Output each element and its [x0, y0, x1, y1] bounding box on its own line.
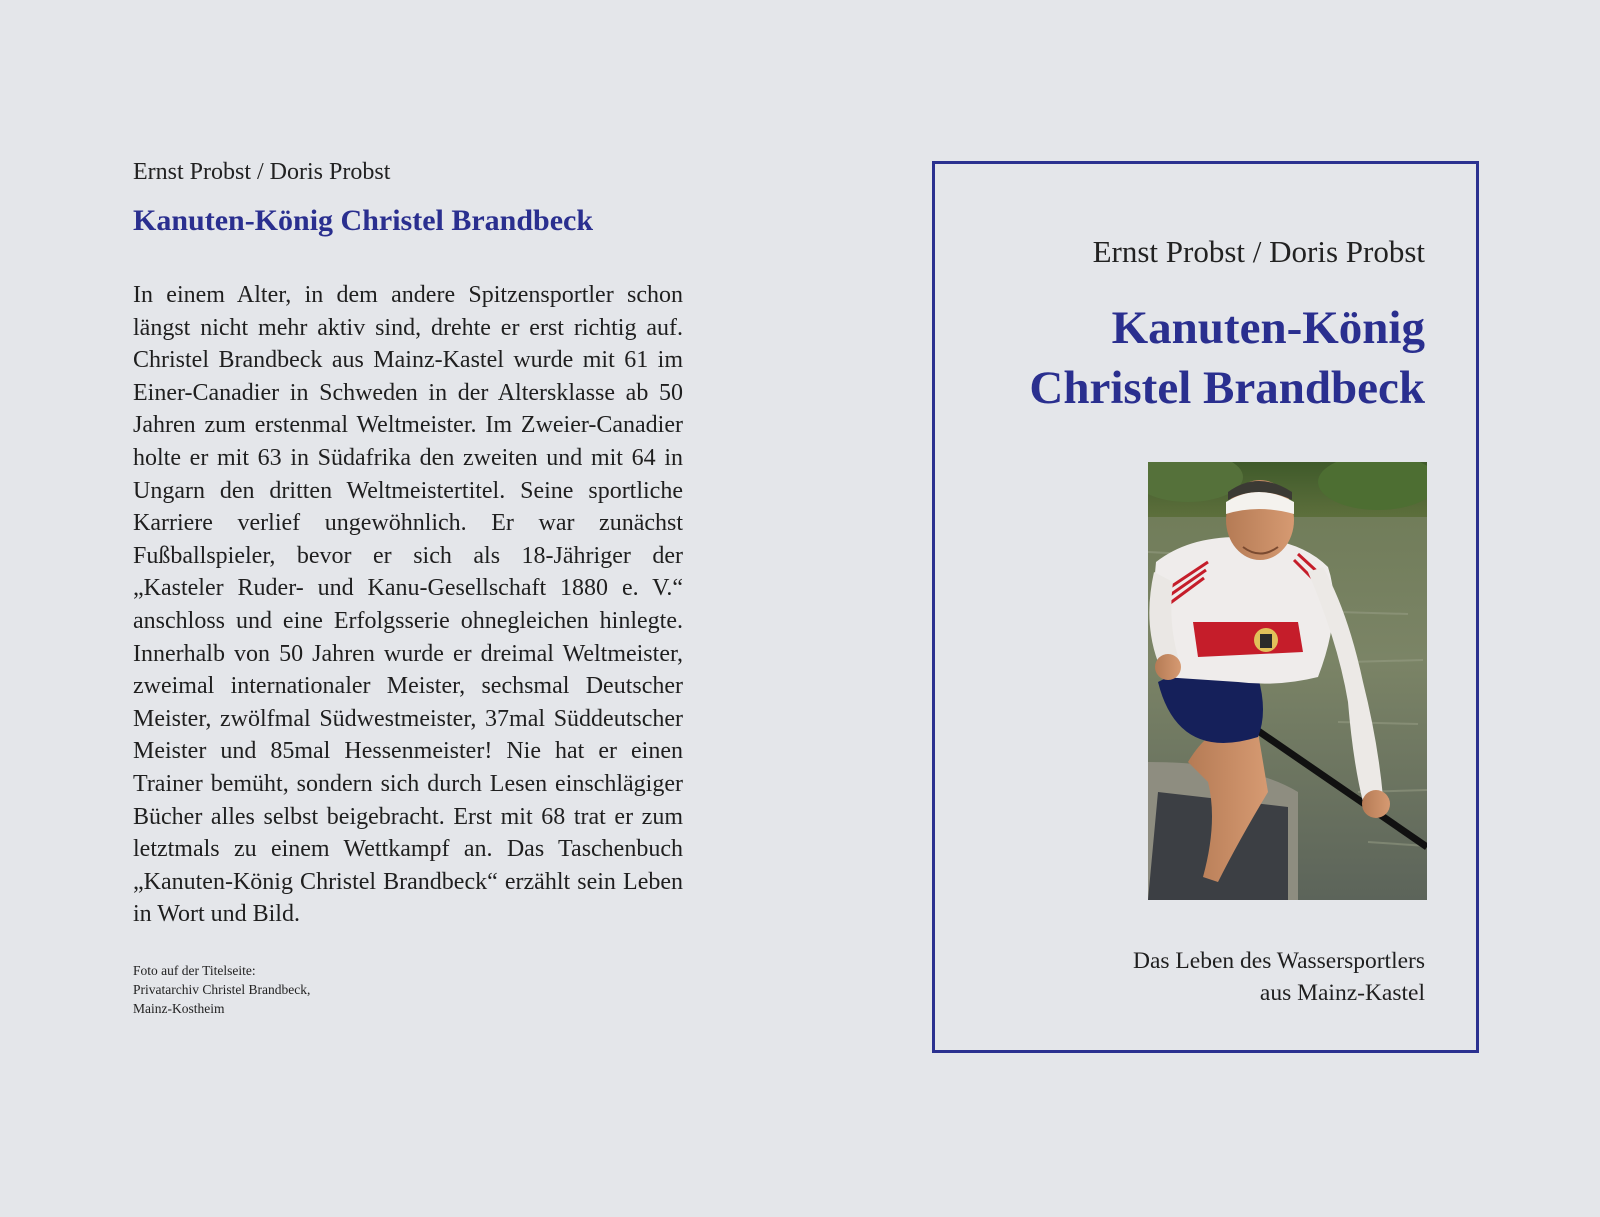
front-cover: [932, 161, 1479, 1053]
front-cover-subtitle: [1133, 945, 1425, 1009]
back-cover-blurb: In einem Alter, in dem andere Spitzensportler schon längst nicht mehr aktiv sind, drehte er erst richtig auf. Christel Brandbeck aus Mainz-Kastel wurde mit 61 im Einer-Canadier in Schweden in der Altersklasse ab 50 Jahren zum erstenmal Weltmeister. Im Zweier-Canadier holte er mit 63 in Südafrika den zweiten und mit 64 in Ungarn den dritten Weltmeistertitel. Seine sportliche Karriere verlief ungewöhnlich. Er war zunächst Fußballspieler, bevor er sich als 18-Jähriger der „Kasteler Ruder- und Kanu-Gesellschaft 1880 e. V.“ anschloss und eine Erfolgsserie ohnegleichen hinlegte. Innerhalb von 50 Jahren wurde er dreimal Weltmeister, zweimal internationaler Meister, sechsmal Deutscher Meister, zwölfmal Südwestmeister, 37mal Süddeutscher Meister und 85mal Hessenmeister! Nie hat er einen Trainer bemüht, sondern sich durch Lesen einschlägiger Bücher alles selbst beigebracht. Erst mit 68 trat er zum letztmals zu einem Wettkampf an. Das Taschenbuch „Kanuten-König Christel Brandbeck“ erzählt sein Leben in Wort und Bild.: [133, 282, 683, 928]
back-cover: [133, 155, 683, 1018]
front-cover-subtitle-line: Das Leben des Wassersportlers: [1133, 948, 1425, 974]
front-cover-subtitle-line: aus Mainz-Kastel: [1259, 980, 1425, 1006]
photo-credit-line: Privatarchiv Christel Brandbeck,: [133, 981, 311, 997]
front-cover-title: [1029, 298, 1425, 418]
back-cover-authors: Ernst Probst / Doris Probst: [133, 159, 391, 185]
front-cover-title-line: Christel Brandbeck: [1029, 362, 1425, 414]
photo-credit-line: Mainz-Kostheim: [133, 1000, 225, 1016]
photo-credit: [133, 961, 683, 1018]
front-cover-authors: Ernst Probst / Doris Probst: [1092, 234, 1425, 269]
back-cover-title: Kanuten-König Christel Brandbeck: [133, 204, 594, 237]
canoeist-photo: [1148, 462, 1427, 900]
photo-credit-line: Foto auf der Titelseite:: [133, 962, 256, 978]
front-cover-title-line: Kanuten-König: [1111, 302, 1425, 354]
